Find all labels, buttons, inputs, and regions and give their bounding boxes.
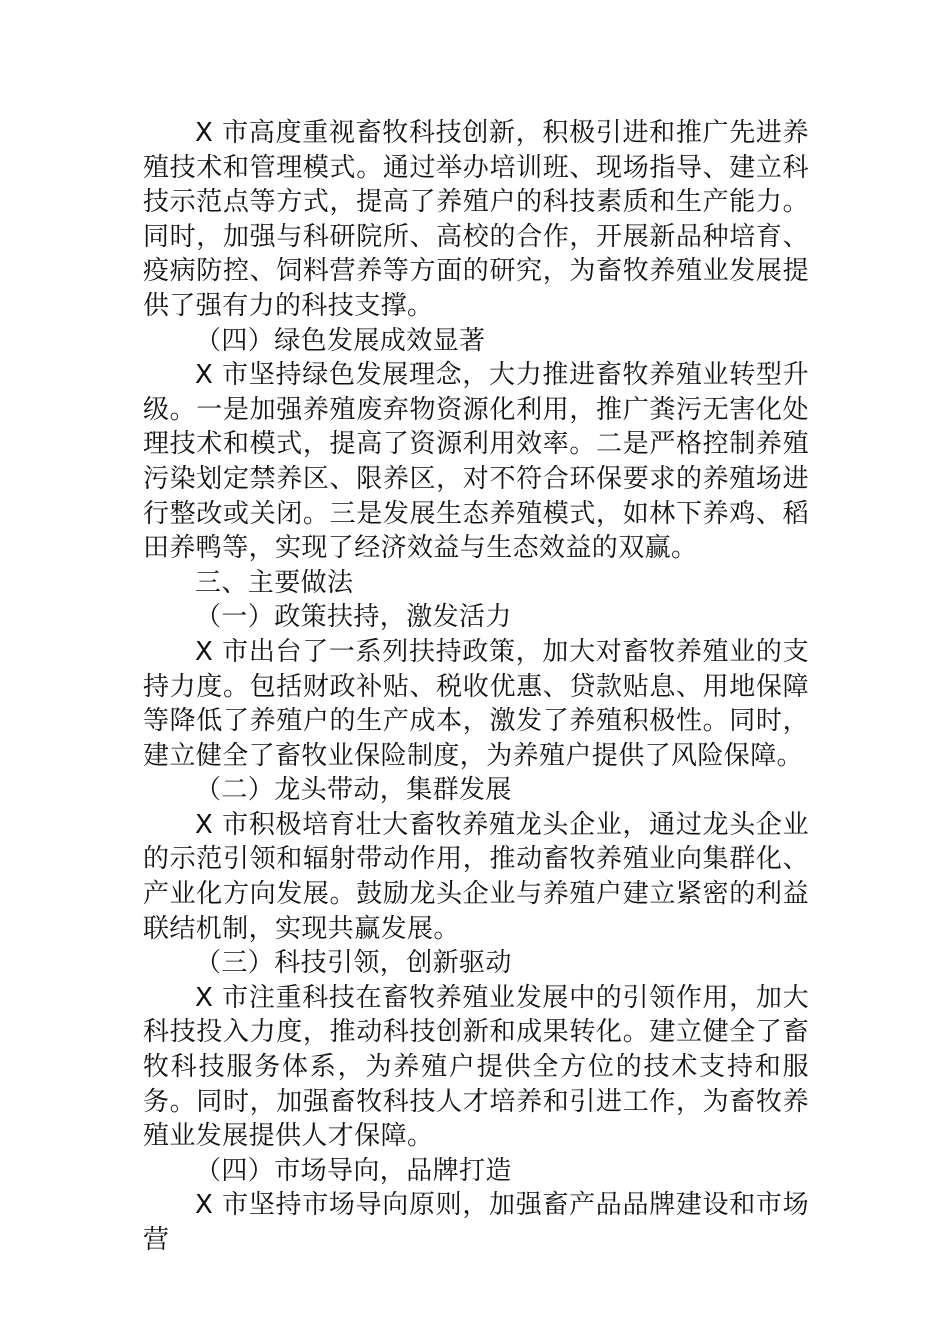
- paragraph-tech-leadership: X 市注重科技在畜牧养殖业发展中的引领作用，加大科技投入力度，推动科技创新和成果转化。建立健全了畜牧科技服务体系，为养殖户提供全方位的技术支持和服务。同时，加强畜牧科技人才培养和引进工作，为畜牧养殖业发展提供人才保障。: [143, 982, 809, 1152]
- paragraph-policy-support: X 市出台了一系列扶持政策，加大对畜牧养殖业的支持力度。包括财政补贴、税收优惠、贷款贴息、用地保障等降低了养殖户的生产成本，激发了养殖积极性。同时，建立健全了畜牧业保险制度，为养殖户提供了风险保障。: [143, 636, 809, 771]
- paragraph-leading-enterprises: X 市积极培育壮大畜牧养殖龙头企业，通过龙头企业的示范引领和辐射带动作用，推动畜牧养殖业向集群化、产业化方向发展。鼓励龙头企业与养殖户建立紧密的利益联结机制，实现共赢发展。: [143, 809, 809, 944]
- heading-leading-enterprises: （二）龙头带动，集群发展: [195, 775, 512, 806]
- heading-main-practices: 三、主要做法: [195, 567, 354, 598]
- heading-policy-support: （一）政策扶持，激发活力: [195, 602, 512, 633]
- heading-green-development: （四）绿色发展成效显著: [195, 325, 486, 356]
- paragraph-green-development: X 市坚持绿色发展理念，大力推进畜牧养殖业转型升级。一是加强养殖废弃物资源化利用，推广粪污无害化处理技术和模式，提高了资源利用效率。二是严格控制养殖污染划定禁养区、限养区，对不符合环保要求的养殖场进行整改或关闭。三是发展生态养殖模式，如林下养鸡、稻田养鸭等，实现了经济效益与生态效益的双赢。: [143, 360, 809, 564]
- paragraph-market-branding: X 市坚持市场导向原则，加强畜产品品牌建设和市场营: [143, 1190, 809, 1255]
- heading-market-branding: （四）市场导向，品牌打造: [195, 1155, 512, 1186]
- document-body: [143, 116, 809, 1258]
- heading-tech-leadership: （三）科技引领，创新驱动: [195, 948, 512, 979]
- paragraph-tech-innovation: X 市高度重视畜牧科技创新，积极引进和推广先进养殖技术和管理模式。通过举办培训班、现场指导、建立科技示范点等方式，提高了养殖户的科技素质和生产能力。同时，加强与科研院所、高校的合作，开展新品种培育、疫病防控、饲料营养等方面的研究，为畜牧养殖业发展提供了强有力的科技支撑。: [143, 118, 809, 321]
